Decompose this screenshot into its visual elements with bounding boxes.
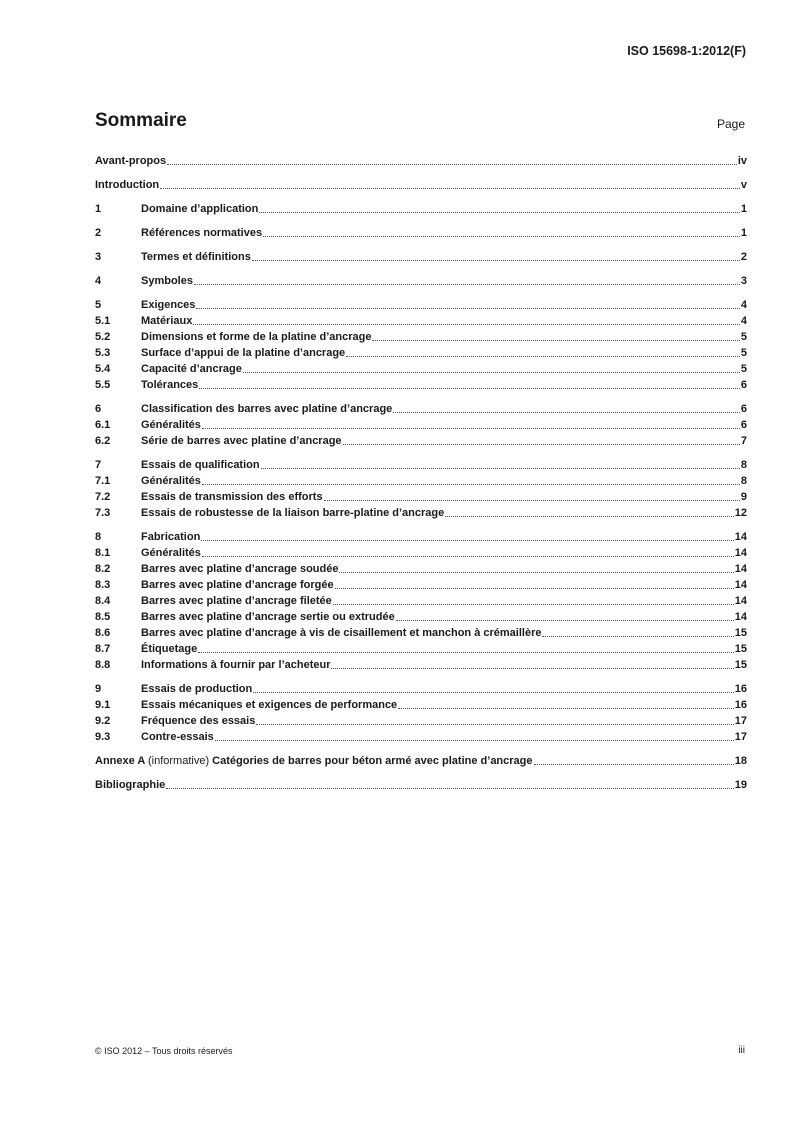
toc-group	[95, 400, 747, 448]
annex-qualifier: (informative)	[147, 755, 210, 767]
toc-entry-number: 6.1	[95, 419, 111, 431]
toc-entry-annex[interactable]	[95, 752, 747, 768]
toc-entry-number: 7.2	[95, 491, 111, 503]
toc-entry-label: Fréquence des essais	[141, 715, 256, 727]
toc-entry-number: 5.3	[95, 347, 111, 359]
toc-entry-page: 5	[740, 331, 747, 343]
toc-entry-label: Exigences	[141, 299, 196, 311]
toc-entry-label: Références normatives	[141, 227, 263, 239]
dot-leader	[263, 236, 740, 237]
toc-entry-page: 15	[734, 659, 747, 671]
footer-page-number: iii	[738, 1045, 745, 1056]
toc-group	[95, 272, 747, 288]
toc-group	[95, 680, 747, 744]
toc-entry[interactable]	[95, 152, 747, 168]
toc-entry-label: Essais de qualification	[141, 459, 260, 471]
toc-entry-number: 8.5	[95, 611, 111, 623]
dot-leader	[534, 764, 734, 765]
toc-entry-number: 8.7	[95, 643, 111, 655]
toc-group	[95, 176, 747, 192]
dot-leader	[256, 724, 733, 725]
toc-entry-page: 9	[740, 491, 747, 503]
toc-entry-page: 14	[734, 595, 747, 607]
toc-entry-number: 8.2	[95, 563, 111, 575]
toc-entry[interactable]	[95, 640, 747, 656]
dot-leader	[542, 636, 733, 637]
toc-entry[interactable]	[95, 200, 747, 216]
dot-leader	[193, 324, 740, 325]
dot-leader	[396, 620, 734, 621]
toc-entry[interactable]	[95, 560, 747, 576]
toc-entry-label: Barres avec platine d’ancrage à vis de cisaillement et manchon à crémaillère	[141, 627, 542, 639]
dot-leader	[372, 340, 739, 341]
toc-group	[95, 224, 747, 240]
toc-entry-page: 8	[740, 459, 747, 471]
toc-entry-number: 7	[95, 459, 102, 471]
toc-entry-number: 8.3	[95, 579, 111, 591]
dot-leader	[398, 708, 734, 709]
table-of-contents	[95, 152, 747, 792]
toc-entry-number: 9.2	[95, 715, 111, 727]
toc-entry-number: 9	[95, 683, 102, 695]
toc-entry-bibliography[interactable]	[95, 776, 747, 792]
toc-group	[95, 296, 747, 392]
toc-entry-label: Barres avec platine d’ancrage forgée	[141, 579, 334, 591]
toc-entry-label: Étiquetage	[141, 643, 198, 655]
toc-entry-label: Classification des barres avec platine d’ancrage	[141, 403, 393, 415]
toc-entry-page: 6	[740, 379, 747, 391]
toc-entry-label: Généralités	[141, 475, 201, 487]
toc-entry-label: Barres avec platine d’ancrage sertie ou extrudée	[141, 611, 395, 623]
toc-entry-page: 3	[740, 275, 747, 287]
toc-entry-number: 8.1	[95, 547, 111, 559]
dot-leader	[324, 500, 740, 501]
toc-entry[interactable]	[95, 656, 747, 672]
dot-leader	[343, 444, 740, 445]
dot-leader	[194, 284, 740, 285]
dot-leader	[346, 356, 740, 357]
annex-title: Catégories de barres pour béton armé avec platine d’ancrage	[212, 755, 533, 767]
toc-entry-page: 14	[734, 531, 747, 543]
toc-entry-number: 9.3	[95, 731, 111, 743]
toc-entry[interactable]	[95, 576, 747, 592]
toc-entry[interactable]	[95, 456, 747, 472]
toc-entry-label: Généralités	[141, 547, 201, 559]
toc-entry-page: 14	[734, 563, 747, 575]
toc-entry[interactable]	[95, 544, 747, 560]
dot-leader	[253, 692, 734, 693]
toc-entry[interactable]	[95, 328, 747, 344]
dot-leader	[243, 372, 740, 373]
toc-entry-label: Contre-essais	[141, 731, 214, 743]
toc-entry-number: 7.3	[95, 507, 111, 519]
toc-entry[interactable]	[95, 528, 747, 544]
toc-entry-page: 19	[734, 779, 747, 791]
dot-leader	[202, 556, 734, 557]
toc-entry-number: 6	[95, 403, 102, 415]
toc-entry-label: Surface d’appui de la platine d’ancrage	[141, 347, 346, 359]
dot-leader	[215, 740, 734, 741]
toc-entry-page: 8	[740, 475, 747, 487]
toc-entry-number: 8.8	[95, 659, 111, 671]
toc-entry[interactable]	[95, 376, 747, 392]
toc-entry[interactable]	[95, 712, 747, 728]
toc-entry-label: Termes et définitions	[141, 251, 251, 263]
toc-entry-page: 16	[734, 699, 747, 711]
toc-group	[95, 752, 747, 768]
dot-leader	[335, 588, 734, 589]
toc-entry[interactable]	[95, 432, 747, 448]
toc-entry[interactable]	[95, 224, 747, 240]
dot-leader	[202, 428, 740, 429]
toc-entry[interactable]	[95, 504, 747, 520]
toc-entry-label: Barres avec platine d’ancrage filetée	[141, 595, 332, 607]
toc-entry-label: Bibliographie	[95, 779, 166, 791]
toc-group	[95, 776, 747, 792]
toc-group	[95, 200, 747, 216]
toc-entry-label: Généralités	[141, 419, 201, 431]
toc-entry-page: 17	[734, 731, 747, 743]
toc-entry-page: 5	[740, 363, 747, 375]
toc-entry-page: 5	[740, 347, 747, 359]
dot-leader	[160, 188, 740, 189]
dot-leader	[167, 164, 737, 165]
toc-entry-page: 15	[734, 643, 747, 655]
toc-entry-page: 2	[740, 251, 747, 263]
toc-entry-label: Tolérances	[141, 379, 199, 391]
toc-entry-page: 16	[734, 683, 747, 695]
toc-group	[95, 248, 747, 264]
toc-entry[interactable]	[95, 296, 747, 312]
toc-entry[interactable]	[95, 696, 747, 712]
toc-entry-number: 5	[95, 299, 102, 311]
toc-entry-label: Symboles	[141, 275, 193, 287]
dot-leader	[393, 412, 740, 413]
toc-entry-page: 14	[734, 579, 747, 591]
toc-entry-label: Essais de production	[141, 683, 253, 695]
toc-entry-label: Domaine d’application	[141, 203, 259, 215]
dot-leader	[198, 652, 734, 653]
toc-entry-label: Essais de transmission des efforts	[141, 491, 323, 503]
toc-entry-number: 7.1	[95, 475, 111, 487]
toc-entry-number: 5.5	[95, 379, 111, 391]
dot-leader	[199, 388, 740, 389]
toc-entry-label: Matériaux	[141, 315, 193, 327]
toc-entry[interactable]	[95, 608, 747, 624]
toc-entry-label: Introduction	[95, 179, 160, 191]
toc-group	[95, 152, 747, 168]
toc-entry-number: 1	[95, 203, 102, 215]
toc-entry-number: 5.4	[95, 363, 111, 375]
toc-entry-page: 4	[740, 315, 747, 327]
toc-entry[interactable]	[95, 488, 747, 504]
toc-entry-number: 5.2	[95, 331, 111, 343]
toc-entry-label: Dimensions et forme de la platine d’ancrage	[141, 331, 372, 343]
toc-entry-label: Barres avec platine d’ancrage soudée	[141, 563, 339, 575]
toc-entry-label: Fabrication	[141, 531, 201, 543]
toc-entry[interactable]	[95, 360, 747, 376]
toc-entry[interactable]	[95, 624, 747, 640]
dot-leader	[201, 540, 733, 541]
dot-leader	[252, 260, 740, 261]
toc-entry-page: 6	[740, 403, 747, 415]
dot-leader	[339, 572, 733, 573]
dot-leader	[445, 516, 734, 517]
toc-group	[95, 456, 747, 520]
toc-entry-number: 2	[95, 227, 102, 239]
toc-entry[interactable]	[95, 680, 747, 696]
dot-leader	[261, 468, 740, 469]
toc-entry[interactable]	[95, 248, 747, 264]
toc-entry[interactable]	[95, 400, 747, 416]
toc-entry-page: iv	[737, 155, 747, 167]
toc-entry-page: 18	[734, 755, 747, 767]
toc-entry[interactable]	[95, 592, 747, 608]
toc-entry-label: Série de barres avec platine d’ancrage	[141, 435, 342, 447]
toc-entry-page: 14	[734, 547, 747, 559]
toc-entry-label	[95, 754, 533, 768]
toc-entry[interactable]	[95, 472, 747, 488]
toc-entry-number: 8.4	[95, 595, 111, 607]
toc-entry-number: 8	[95, 531, 102, 543]
dot-leader	[202, 484, 740, 485]
dot-leader	[331, 668, 733, 669]
toc-entry-page: 15	[734, 627, 747, 639]
toc-group	[95, 528, 747, 672]
dot-leader	[333, 604, 734, 605]
dot-leader	[166, 788, 733, 789]
dot-leader	[196, 308, 739, 309]
toc-entry-number: 4	[95, 275, 102, 287]
toc-entry-number: 9.1	[95, 699, 111, 711]
toc-entry[interactable]	[95, 312, 747, 328]
toc-entry-page: 14	[734, 611, 747, 623]
toc-entry-page: v	[740, 179, 747, 191]
toc-entry-label: Essais de robustesse de la liaison barre-platine d’ancrage	[141, 507, 445, 519]
toc-entry-page: 4	[740, 299, 747, 311]
document-id: ISO 15698-1:2012(F)	[627, 44, 746, 58]
toc-entry[interactable]	[95, 416, 747, 432]
toc-entry-number: 5.1	[95, 315, 111, 327]
toc-entry-number: 6.2	[95, 435, 111, 447]
page-column-label: Page	[716, 117, 745, 131]
toc-entry[interactable]	[95, 272, 747, 288]
toc-entry-page: 6	[740, 419, 747, 431]
toc-entry[interactable]	[95, 344, 747, 360]
toc-entry-number: 3	[95, 251, 102, 263]
toc-entry-label: Informations à fournir par l’acheteur	[141, 659, 331, 671]
toc-entry-page: 17	[734, 715, 747, 727]
toc-entry-page: 1	[740, 203, 747, 215]
page-title: Sommaire	[95, 110, 187, 131]
toc-entry-page: 12	[734, 507, 747, 519]
toc-entry-label: Essais mécaniques et exigences de performance	[141, 699, 398, 711]
toc-entry[interactable]	[95, 728, 747, 744]
toc-entry-page: 1	[740, 227, 747, 239]
toc-entry-label: Capacité d’ancrage	[141, 363, 242, 375]
footer-copyright: © ISO 2012 – Tous droits réservés	[95, 1046, 233, 1056]
toc-entry-page: 7	[740, 435, 747, 447]
annex-prefix: Annexe A	[95, 755, 145, 767]
toc-entry[interactable]	[95, 176, 747, 192]
toc-entry-number: 8.6	[95, 627, 111, 639]
dot-leader	[259, 212, 740, 213]
toc-entry-label: Avant-propos	[95, 155, 167, 167]
